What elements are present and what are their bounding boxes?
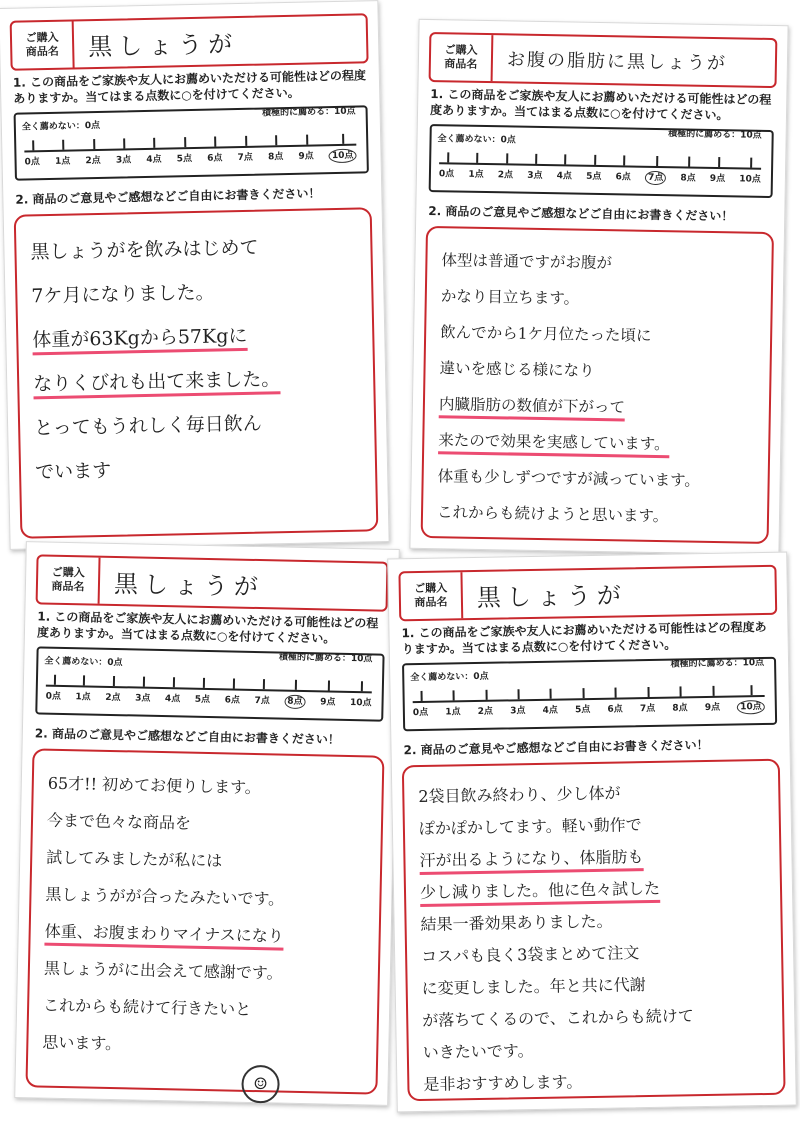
tick-label: 3点 bbox=[510, 706, 526, 717]
tick-label: 4点 bbox=[556, 171, 573, 182]
product-name-field bbox=[429, 32, 778, 88]
scale-tick bbox=[615, 155, 631, 182]
scale-low-label: 全く薦めない：0点 bbox=[21, 120, 101, 133]
scale-tick bbox=[710, 157, 726, 184]
comment-box bbox=[421, 226, 774, 544]
tick-label: 9点 bbox=[709, 173, 726, 185]
scale-tick bbox=[575, 688, 591, 715]
tick-label: 5点 bbox=[176, 154, 193, 165]
highlighted-comment-line: 体重が63Kgから57Kgに bbox=[32, 324, 248, 352]
tick-label: 1点 bbox=[468, 169, 484, 180]
scale-low-label: 全く薦めない：0点 bbox=[410, 671, 489, 684]
product-name: 黒しょうが bbox=[476, 580, 628, 612]
scale-tick bbox=[225, 678, 241, 705]
comment-line: とってもうれしく毎日飲ん bbox=[33, 412, 262, 440]
tick-label: 7点 bbox=[254, 695, 270, 707]
scale-tick bbox=[176, 137, 192, 164]
comment-line: 試してみましたが私には bbox=[46, 847, 223, 871]
tick-label: 8点 bbox=[672, 703, 688, 714]
rating-scale bbox=[429, 124, 774, 198]
tick-label: 7点 bbox=[645, 171, 667, 185]
scale-tick bbox=[46, 675, 62, 702]
rating-scale bbox=[402, 657, 777, 732]
scale-tick bbox=[135, 676, 151, 703]
comment-line: 飲んでから1ケ月位たった頃に bbox=[440, 323, 652, 345]
scale-tick bbox=[672, 686, 688, 713]
question-2: 2. 商品のご意見やご感想などご自由にお書きください！ bbox=[34, 726, 341, 747]
product-name: お腹の脂肪に黒しょうが bbox=[506, 49, 728, 75]
tick-label: 6点 bbox=[224, 695, 241, 706]
comment-line: 違いを感じる様になり bbox=[439, 359, 595, 380]
highlighted-comment-line: 汗が出るようになり、体脂肪も bbox=[419, 847, 644, 871]
tick-label: 6点 bbox=[615, 172, 631, 183]
scale-tick bbox=[254, 679, 270, 706]
score-circled bbox=[645, 156, 667, 183]
scale-tick bbox=[85, 139, 101, 166]
scale-tick bbox=[640, 687, 656, 714]
comment-line: 黒しょうがを飲みはじめて bbox=[30, 236, 259, 264]
scale-tick bbox=[498, 153, 514, 180]
tick-label: 6点 bbox=[607, 704, 623, 715]
question-2: 2. 商品のご意見やご感想などご自由にお書きください！ bbox=[15, 186, 321, 207]
scale-tick bbox=[510, 689, 526, 716]
comment-line: 今まで色々な商品を bbox=[46, 810, 192, 833]
comment-box bbox=[25, 748, 384, 1094]
scale-tick bbox=[586, 155, 602, 182]
comment-line: 黒しょうがに出会えて感謝です。 bbox=[43, 958, 283, 983]
tick-label: 1点 bbox=[75, 692, 91, 703]
comment-line: に変更しました。年と共に代謝 bbox=[421, 975, 646, 998]
scale-high-label: 積極的に薦める：10点 bbox=[278, 652, 373, 665]
scale-tick bbox=[115, 138, 131, 165]
product-label: ご購入 商品名 bbox=[12, 21, 75, 68]
tick-label: 3点 bbox=[115, 155, 132, 166]
tick-label: 6点 bbox=[207, 153, 223, 164]
comment-line: 体重も少しずつですが減っています。 bbox=[437, 467, 701, 490]
scale-low-label: 全く薦めない：0点 bbox=[44, 656, 123, 669]
tick-label: 0点 bbox=[412, 707, 429, 719]
review-card-1 bbox=[0, 0, 390, 550]
scale-tick bbox=[739, 157, 761, 184]
tick-label: 9点 bbox=[704, 702, 721, 714]
tick-label: 10点 bbox=[739, 174, 761, 185]
tick-label: 9点 bbox=[298, 151, 314, 162]
comment-line: 是非おすすめします。 bbox=[423, 1072, 583, 1094]
comment-line: 2袋目飲み終わり、少し体が bbox=[418, 783, 621, 807]
scale-tick bbox=[320, 680, 336, 707]
scale-tick bbox=[195, 678, 211, 705]
rating-scale bbox=[14, 105, 369, 180]
comment-line: いきたいです。 bbox=[422, 1041, 534, 1062]
scale-low-label: 全く薦めない：0点 bbox=[437, 134, 516, 146]
comment-line: 結果一番効果ありました。 bbox=[420, 911, 613, 935]
product-name-field bbox=[398, 565, 777, 622]
scale-tick bbox=[350, 681, 372, 708]
tick-label: 8点 bbox=[284, 695, 306, 709]
tick-label: 1点 bbox=[54, 156, 71, 167]
tick-label: 10点 bbox=[349, 697, 372, 709]
tick-label: 10点 bbox=[737, 700, 765, 714]
tick-label: 3点 bbox=[527, 170, 543, 181]
scale-tick bbox=[542, 689, 558, 716]
scale-tick bbox=[298, 134, 314, 161]
score-circled bbox=[284, 680, 306, 707]
question-1: 1. この商品をご家族や友人にお薦めいただける可能性はどの程度ありますか。当てはまる点数に○を付けてください。 bbox=[429, 87, 772, 123]
scale-tick bbox=[445, 690, 461, 717]
review-card-4 bbox=[387, 552, 797, 1113]
product-name: 黒しょうが bbox=[113, 569, 265, 601]
comment-line: 65才!! 初めてお便りします。 bbox=[47, 773, 261, 798]
scale-tick bbox=[55, 140, 71, 167]
score-circled bbox=[737, 685, 765, 712]
tick-label: 2点 bbox=[85, 155, 101, 167]
scale-tick bbox=[24, 140, 40, 167]
scale-tick bbox=[146, 138, 162, 165]
scale-tick bbox=[704, 686, 720, 713]
scale-tick bbox=[439, 152, 455, 179]
highlighted-comment-line: 来たので効果を実感しています。 bbox=[438, 431, 670, 454]
question-1: 1. この商品をご家族や友人にお薦めいただける可能性はどの程度ありますか。当てはまる点数に○を付けてください。 bbox=[401, 619, 767, 657]
scale-tick bbox=[413, 691, 429, 718]
scale-tick bbox=[557, 154, 573, 181]
tick-label: 5点 bbox=[194, 694, 211, 706]
comment-line: かなり目立ちます。 bbox=[440, 287, 580, 308]
comment-line: これからも続けようと思います。 bbox=[436, 503, 669, 526]
scale-high-label: 積極的に薦める：10点 bbox=[670, 657, 765, 670]
question-2: 2. 商品のご意見やご感想などご自由にお書きください！ bbox=[428, 204, 734, 224]
tick-label: 7点 bbox=[639, 703, 656, 715]
tick-label: 4点 bbox=[164, 694, 181, 705]
question-2: 2. 商品のご意見やご感想などご自由にお書きください！ bbox=[403, 737, 709, 758]
tick-label: 2点 bbox=[477, 706, 494, 717]
tick-label: 0点 bbox=[45, 691, 61, 702]
comment-line: ぽかぽかしてます。軽い動作で bbox=[418, 815, 642, 839]
comment-line: コスパも良く3袋まとめて注文 bbox=[420, 943, 640, 966]
comment-line: 思います。 bbox=[42, 1032, 122, 1054]
product-label: ご購入 商品名 bbox=[431, 34, 494, 81]
tick-label: 2点 bbox=[105, 692, 121, 704]
smiley-face-icon: ☺ bbox=[241, 1065, 280, 1104]
tick-label: 0点 bbox=[438, 169, 455, 180]
scale-tick bbox=[237, 136, 253, 163]
comment-line: 7ケ月になりました。 bbox=[31, 281, 215, 308]
scale-tick bbox=[607, 687, 623, 714]
review-card-3 bbox=[14, 541, 400, 1106]
scale-tick bbox=[477, 690, 493, 717]
question-1: 1. この商品をご家族や友人にお薦めいただける可能性はどの程度ありますか。当てはまる点数に○を付けてください。 bbox=[36, 609, 379, 646]
tick-label: 9点 bbox=[320, 697, 336, 708]
tick-label: 5点 bbox=[574, 705, 591, 716]
scale-high-label: 積極的に薦める：10点 bbox=[668, 129, 762, 141]
tick-label: 4点 bbox=[146, 154, 162, 165]
score-circled bbox=[328, 134, 356, 162]
highlighted-comment-line: 内臓脂肪の数値が下がって bbox=[438, 395, 626, 417]
product-name-field bbox=[36, 554, 389, 611]
comment-line: でいます bbox=[34, 459, 112, 484]
comment-line: が落ちてくるので、これからも続けて bbox=[422, 1006, 694, 1030]
product-name: 黒しょうが bbox=[87, 29, 239, 61]
tick-label: 4点 bbox=[542, 705, 558, 716]
scale-tick bbox=[680, 156, 696, 183]
question-1: 1. この商品をご家族や友人にお薦めいただける可能性はどの程度ありますか。当てはまる点数に○を付けてください。 bbox=[12, 68, 367, 106]
scale-tick bbox=[268, 135, 284, 162]
comment-line: 黒しょうがが合ったみたいです。 bbox=[45, 884, 285, 909]
tick-label: 5点 bbox=[586, 171, 602, 183]
tick-label: 2点 bbox=[497, 170, 514, 181]
review-card-2 bbox=[409, 19, 788, 555]
scale-tick bbox=[468, 153, 484, 180]
highlighted-comment-line: なりくびれも出て来ました。 bbox=[33, 368, 281, 396]
tick-label: 3点 bbox=[135, 693, 151, 704]
scale-tick bbox=[527, 154, 543, 181]
scale-high-label: 積極的に薦める：10点 bbox=[261, 106, 356, 119]
comment-box bbox=[402, 759, 786, 1102]
tick-label: 8点 bbox=[680, 173, 696, 184]
rating-scale bbox=[35, 646, 384, 721]
highlighted-comment-line: 少し減りました。他に色々試した bbox=[419, 878, 661, 903]
comment-line: 体型は普通ですがお腹が bbox=[441, 251, 613, 273]
product-label: ご購入 商品名 bbox=[400, 572, 463, 619]
product-name-field bbox=[10, 13, 369, 70]
comment-box bbox=[14, 207, 379, 538]
scale-tick bbox=[207, 136, 223, 163]
tick-label: 7点 bbox=[237, 152, 253, 164]
highlighted-comment-line: 体重、お腹まわりマイナスになり bbox=[44, 921, 284, 946]
scale-tick bbox=[165, 677, 181, 704]
scale-tick bbox=[105, 676, 121, 703]
product-label: ご購入 商品名 bbox=[38, 556, 101, 603]
tick-label: 8点 bbox=[267, 152, 284, 163]
tick-label: 0点 bbox=[24, 157, 40, 168]
scale-tick bbox=[75, 675, 91, 702]
tick-label: 10点 bbox=[329, 149, 357, 164]
comment-line: これからも続けて行きたいと bbox=[42, 995, 252, 1019]
tick-label: 1点 bbox=[445, 707, 461, 718]
